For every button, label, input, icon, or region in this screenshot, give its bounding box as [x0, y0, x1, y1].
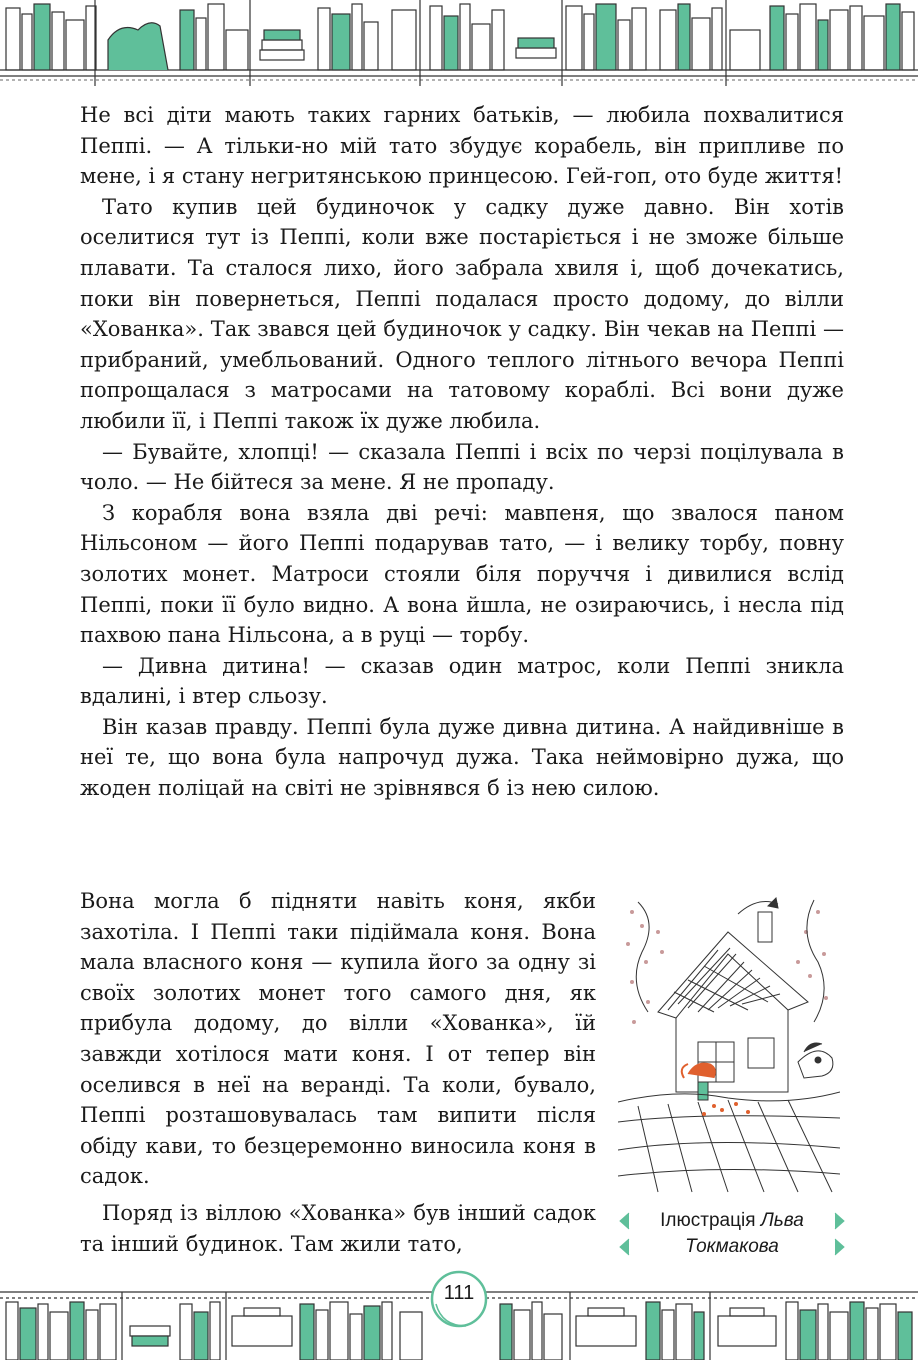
illustration-caption	[618, 1208, 846, 1262]
bookshelf-illustration-top	[0, 0, 918, 86]
paragraph-7: Вона могла б підняти навіть коня, якби захотіла. І Пеппі таки підіймала коня. Вона мала власного коня — купила його за одну зі своїх золотих монет того самого дня, як прибула додому, до вілли «Хованка», їй завжди хотілося мати коня. І от тепер він оселився в неї на веранді. Та коли, бувало, Пеппі розташовувалась там випити після обіду кави, то безцеремонно виносила коня в садок.	[80, 889, 596, 1189]
caption-line-1	[618, 1208, 846, 1234]
caption-right-arrow-icon	[834, 1212, 846, 1230]
caption-right-arrow-icon-2	[834, 1238, 846, 1256]
paragraph-4: З корабля вона взяла дві речі: мавпеня, що звалося паном Нільсоном — його Пеппі подарував тато, — і велику торбу, повну золотих монет. Матроси стояли біля поруччя і дивилися вслід Пеппі, поки її було видно. А вона йшла, не озираючись, і несла під пахвою пана Нільсона, а в руці — торбу.	[80, 500, 844, 648]
top-bookshelf-decoration	[0, 0, 918, 86]
wrap-text-2	[80, 1198, 596, 1259]
page-number-text: 111	[443, 1282, 475, 1304]
paragraph-5: — Дивна дитина! — сказав один матрос, коли Пеппі зникла вдалині, і втер сльозу.	[80, 653, 844, 709]
house-illustration	[618, 892, 840, 1198]
paragraph-3: — Бувайте, хлопці! — сказала Пеппі і всіх по черзі поцілувала в чоло. — Не бійтеся за мене. Я не пропаду.	[80, 439, 844, 495]
paragraph-6: Він казав правду. Пеппі була дуже дивна дитина. А найдивніше в неї те, що вона була напрочуд дужа. Така неймовірно дужа, що жоден поліцай на світі не зрівнявся б із нею силою.	[80, 714, 844, 801]
page-number	[428, 1268, 490, 1330]
wrap-text-1	[80, 886, 596, 1192]
paragraph-1: Не всі діти мають таких гарних батьків, — любила похвалитися Пеппі. — А тільки-но мій тато збудує корабель, він припливе по мене, і я стану негритянською принцесою. Гей-гоп, ото буде життя!	[80, 103, 844, 189]
main-text	[80, 100, 844, 804]
caption-left-arrow-icon	[618, 1212, 630, 1230]
caption-name-1: Льва	[760, 1210, 804, 1231]
caption-prefix: Ілюстрація	[660, 1210, 761, 1231]
house-drawing	[618, 892, 840, 1198]
caption-left-arrow-icon-2	[618, 1238, 630, 1256]
caption-name-2: Токмакова	[685, 1236, 779, 1257]
paragraph-8: Поряд із віллою «Хованка» був інший садок та інший будинок. Там жили тато,	[80, 1201, 596, 1256]
paragraph-2: Тато купив цей будиночок у садку дуже давно. Він хотів оселитися тут із Пеппі, коли вже постаріється і не зможе більше плавати. Та сталося лихо, його забрала хвиля і, щоб дочекатись, поки він повернеться, Пеппі подалася просто додому, до вілли «Хованка». Так звався цей будиночок у садку. Він чекав на Пеппі — прибраний, умебльований. Одного теплого літнього вечора Пеппі попрощалася з матросами на татовому кораблі. Всі вони дуже любили її, і Пеппі також їх дуже любила.	[80, 194, 844, 433]
